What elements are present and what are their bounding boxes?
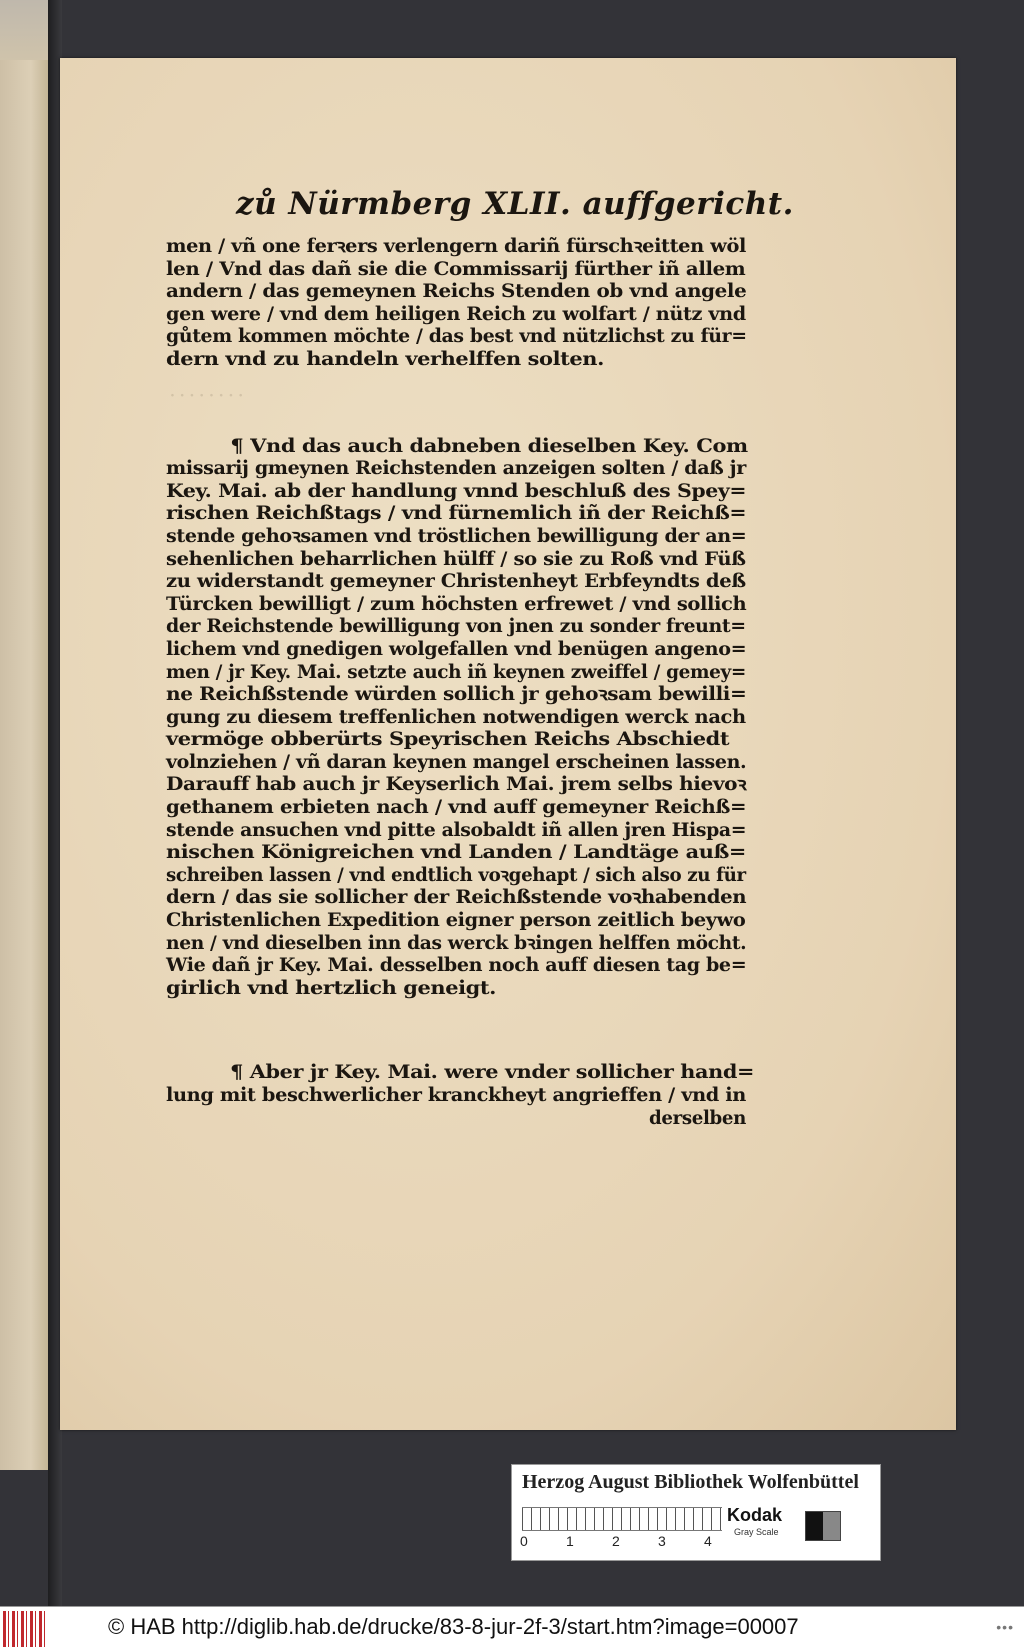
catchword: derselben — [649, 1107, 746, 1129]
paragraph-gap — [166, 1000, 746, 1062]
text-line: nischen Königreichen vnd Landen / Landtäge auß= — [166, 842, 746, 864]
text-line: der Reichstende bewilligung von jnen zu sonder freunt= — [166, 616, 746, 638]
text-line: gethanem erbieten nach / vnd auff gemeyner Reichß= — [166, 797, 747, 819]
text-line: dern vnd zu handeln verhelffen solten. — [166, 348, 604, 370]
gray-scale-patch — [805, 1511, 841, 1541]
text-line: men / vñ one ferꝛers verlengern dariñ fürschꝛeitten wöl — [166, 236, 746, 257]
paragraph-2 — [166, 436, 746, 1001]
text-line: rischen Reichßtags / vnd fürnemlich iñ der Reichß= — [166, 503, 747, 525]
text-line: gung zu diesem treffenlichen notwendigen werck nach — [166, 706, 746, 728]
library-name: Herzog August Bibliothek Wolfenbüttel — [522, 1471, 859, 1493]
running-heading: zů Nürmberg XLII. auffgericht. — [236, 186, 794, 222]
scale-number: 0 — [520, 1533, 528, 1549]
text-line: dern / das sie sollicher der Reichßstende voꝛhabenden — [166, 887, 747, 909]
text-line: nen / vnd dieselben inn das werck bꝛingen helffen möcht. — [166, 932, 747, 954]
text-line: schreiben lassen / vnd endtlich voꝛgehapt / sich also zu für — [166, 864, 746, 886]
scale-number: 4 — [704, 1533, 712, 1549]
text-line: gůtem kommen möchte / das best vnd nützlichst zu für= — [166, 326, 747, 348]
kodak-logo: Kodak — [727, 1505, 783, 1525]
text-line: vermöge obberürts Speyrischen Reichs Abschiedt — [166, 729, 730, 751]
bleed-through-text: · · · · · · · · — [170, 388, 244, 404]
text-line: andern / das gemeynen Reichs Stenden ob vnd angele — [166, 281, 747, 303]
gray-scale-label: Gray Scale — [734, 1527, 779, 1537]
text-line: ¶ Aber jr Key. Mai. were vnder sollicher hand= — [230, 1062, 755, 1084]
text-line: Türcken bewilligt / zum höchsten erfrewet / vnd sollich — [166, 593, 747, 615]
text-line: zu widerstandt gemeyner Christenheyt Erbfeyndts deß — [166, 571, 746, 593]
text-line: ne Reichßstende würden sollich jr gehoꝛsam bewilli= — [166, 684, 747, 706]
scale-number: 2 — [612, 1533, 620, 1549]
footer-bar — [0, 1606, 1024, 1651]
copyright-url[interactable]: © HAB http://diglib.hab.de/drucke/83-8-jur-2f-3/start.htm?image=00007 — [108, 1614, 799, 1639]
text-line: Christenlichen Expedition eigner person zeitlich beywo — [166, 910, 746, 932]
text-line: lichem vnd gnedigen wolgefallen vnd benügen angeno= — [166, 638, 747, 660]
paragraph-1 — [166, 236, 746, 372]
text-line: ¶ Vnd das auch dabneben dieselben Key. Com — [230, 435, 748, 457]
text-line: girlich vnd hertzlich geneigt. — [166, 977, 497, 999]
text-line: Wie dañ jr Key. Mai. desselben noch auff diesen tag be= — [166, 955, 747, 977]
more-options-icon[interactable]: ••• — [996, 1619, 1014, 1635]
text-line: stende gehoꝛsamen vnd tröstlichen bewilligung der an= — [166, 525, 747, 547]
text-line: lung mit beschwerlicher kranckheyt angrieffen / vnd in — [166, 1085, 746, 1106]
paragraph-gap — [166, 372, 746, 436]
text-line: stende ansuchen vnd pitte alsobaldt iñ allen jren Hispa= — [166, 819, 747, 841]
scale-ruler — [522, 1507, 722, 1531]
scale-number: 1 — [566, 1533, 574, 1549]
book-page — [60, 58, 956, 1430]
text-line: gen were / vnd dem heiligen Reich zu wolfart / nütz vnd — [166, 303, 746, 325]
page-text-block — [166, 186, 794, 1130]
text-line: volnziehen / vñ daran keynen mangel erscheinen lassen. — [166, 751, 747, 773]
text-line: men / jr Key. Mai. setzte auch iñ keynen zweiffel / gemey= — [166, 661, 747, 683]
text-line: Key. Mai. ab der handlung vnnd beschluß des Spey= — [166, 480, 747, 502]
barcode-icon[interactable] — [3, 1611, 47, 1647]
paragraph-3 — [166, 1062, 755, 1130]
text-line: sehenlichen beharrlichen hülff / so sie zu Roß vnd Füß — [166, 548, 746, 570]
scale-number: 3 — [658, 1533, 666, 1549]
text-line: len / Vnd das dañ sie die Commissarij fürther iñ allem — [166, 258, 746, 280]
color-calibration-target — [511, 1464, 881, 1561]
text-line: missarij gmeynen Reichstenden anzeigen solten / daß jr — [166, 458, 746, 480]
text-line: Darauff hab auch jr Keyserlich Mai. jrem selbs hievoꝛ — [166, 774, 747, 796]
